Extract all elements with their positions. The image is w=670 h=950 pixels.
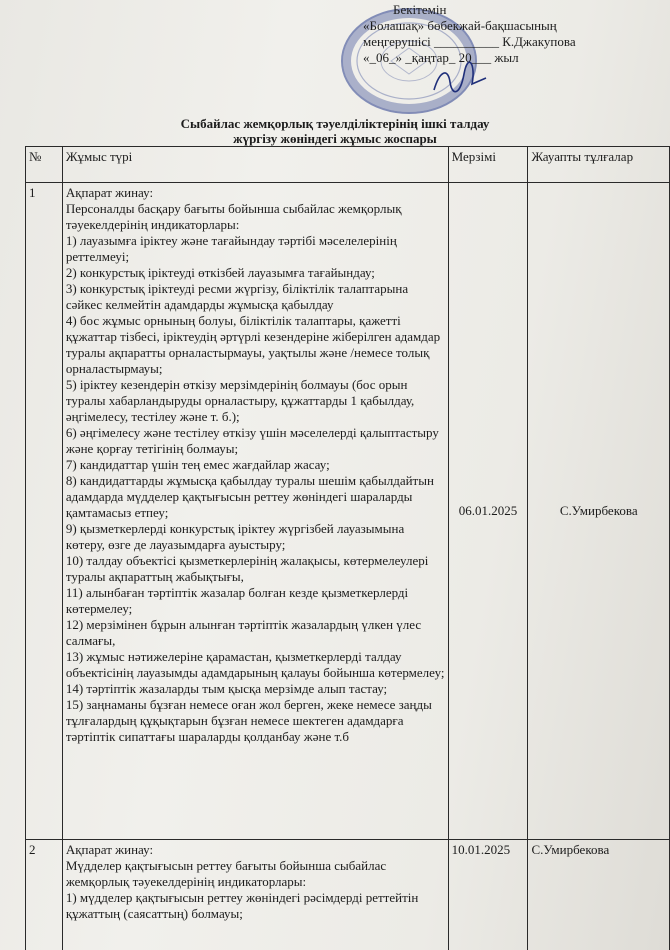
approval-title: Бекітемін	[393, 2, 447, 17]
approval-date-line: «_06_» _қаңтар_ 20___ жыл	[363, 50, 519, 65]
responsible-cell: С.Умирбекова	[528, 840, 670, 950]
work-line: 1) лауазымға іріктеу және тағайындау тәртібі мәселелерінің реттелмеуі;	[65, 233, 397, 264]
header-work-type: Жұмыс түрі	[62, 147, 448, 183]
work-line: 3) конкурстық іріктеуді ресми жүргізу, біліктілік талаптарына сәйкес келмейтін адамдарды жұмысқа қабылдау	[65, 281, 409, 312]
approval-head-signature-line: меңгерушісі __________ К.Джакупова	[363, 34, 576, 49]
table-row	[26, 183, 670, 840]
deadline-cell: 06.01.2025	[448, 183, 528, 840]
work-line: 9) қызметкерлерді конкурстық іріктеу жүргізбей лауазымына көтеру, өзге де лауазымдарға ауыстыру;	[65, 521, 405, 552]
row-number: 2	[26, 840, 63, 950]
work-description-cell	[62, 840, 448, 950]
work-line: 1) мүдделер қақтығысын реттеу жөніндегі рәсімдерді реттейтін құжаттың (саясаттың) болмауы;	[65, 890, 419, 921]
work-line: 15) заңнаманы бұзған немесе оған жол берген, жеке немесе заңды тұлғалардың құқықтарын бұзған немесе шектеген адамдарға тәртіптік сипаттағы шараларды қолданбау және т.б	[65, 697, 432, 744]
work-plan-table	[25, 146, 670, 950]
row-number: 1	[26, 183, 63, 840]
work-line: 6) әңгімелесу және тестілеу өткізу үшін мәселелерді қалыптастыру және қорғау тетігінің болмауы;	[65, 425, 439, 456]
responsible-cell: С.Умирбекова	[528, 183, 670, 840]
table-header-row	[26, 147, 670, 183]
table-row	[26, 840, 670, 950]
work-line: 11) алынбаған тәртіптік жазалар болған кезде қызметкерлерді көтермелеу;	[65, 585, 409, 616]
title-line-2: жүргізу жөніндегі жұмыс жоспары	[233, 131, 437, 146]
work-line: 2) конкурстық іріктеуді өткізбей лауазымға тағайындау;	[65, 265, 375, 280]
work-line: 12) мерзімінен бұрын алынған тәртіптік жазалардың үлкен үлес салмағы,	[65, 617, 422, 648]
document-title	[0, 116, 670, 146]
work-line: Мүдделер қақтығысын реттеу бағыты бойынша сыбайлас жемқорлық тәуекелдерінің индикаторлары:	[65, 858, 387, 889]
work-description-cell	[62, 183, 448, 840]
work-line: Ақпарат жинау:	[65, 185, 154, 200]
handwritten-signature	[430, 60, 490, 100]
deadline-cell: 10.01.2025	[448, 840, 528, 950]
header-number: №	[26, 147, 63, 183]
work-line: 5) іріктеу кезендерін өткізу мерзімдерінің болмауы (бос орын туралы хабарландыруды орналастыру, құжаттарды 1 қабылдау, әңгімелесу, тестілеу және т. б.);	[65, 377, 415, 424]
header-deadline: Мерзімі	[448, 147, 528, 183]
work-line: 8) кандидаттарды жұмысқа қабылдау туралы шешім қабылдайтын адамдарда мүдделер қақтығысын реттеу жөніндегі шараларды қамтамасыз етпеу;	[65, 473, 434, 520]
work-line: 10) талдау объектісі қызметкерлерінің жалақысы, көтермелеулері туралы ақпараттың жабықтығы,	[65, 553, 429, 584]
header-responsible: Жауапты тұлғалар	[528, 147, 670, 183]
work-line: 13) жұмыс нәтижелеріне қарамастан, қызметкерлерді талдау объектісінің лауазымды адамдарының қалауы бойынша көтермелеу;	[65, 649, 445, 680]
title-line-1: Сыбайлас жемқорлық тәуелділіктерінің ішкі талдау	[180, 116, 490, 131]
work-line: 4) бос жұмыс орнының болуы, біліктілік талаптары, қажетті құжаттар тізбесі, іріктеудің әртүрлі кезендеріне жіберілген адамдар туралы ақпаратты орналастырмауы, уақтылы және /немесе толық орналастырмауы;	[65, 313, 441, 376]
work-line: 7) кандидаттар үшін тең емес жағдайлар жасау;	[65, 457, 330, 472]
work-line: Ақпарат жинау:	[65, 842, 154, 857]
work-line: Персоналды басқару бағыты бойынша сыбайлас жемқорлық тәуекелдерінің индикаторлары:	[65, 201, 402, 232]
approval-organization: «Болашақ» бөбекжай-бақшасының	[363, 18, 557, 33]
approval-block	[363, 2, 663, 66]
work-line: 14) тәртіптік жазаларды тым қысқа мерзімде алып тастау;	[65, 681, 388, 696]
